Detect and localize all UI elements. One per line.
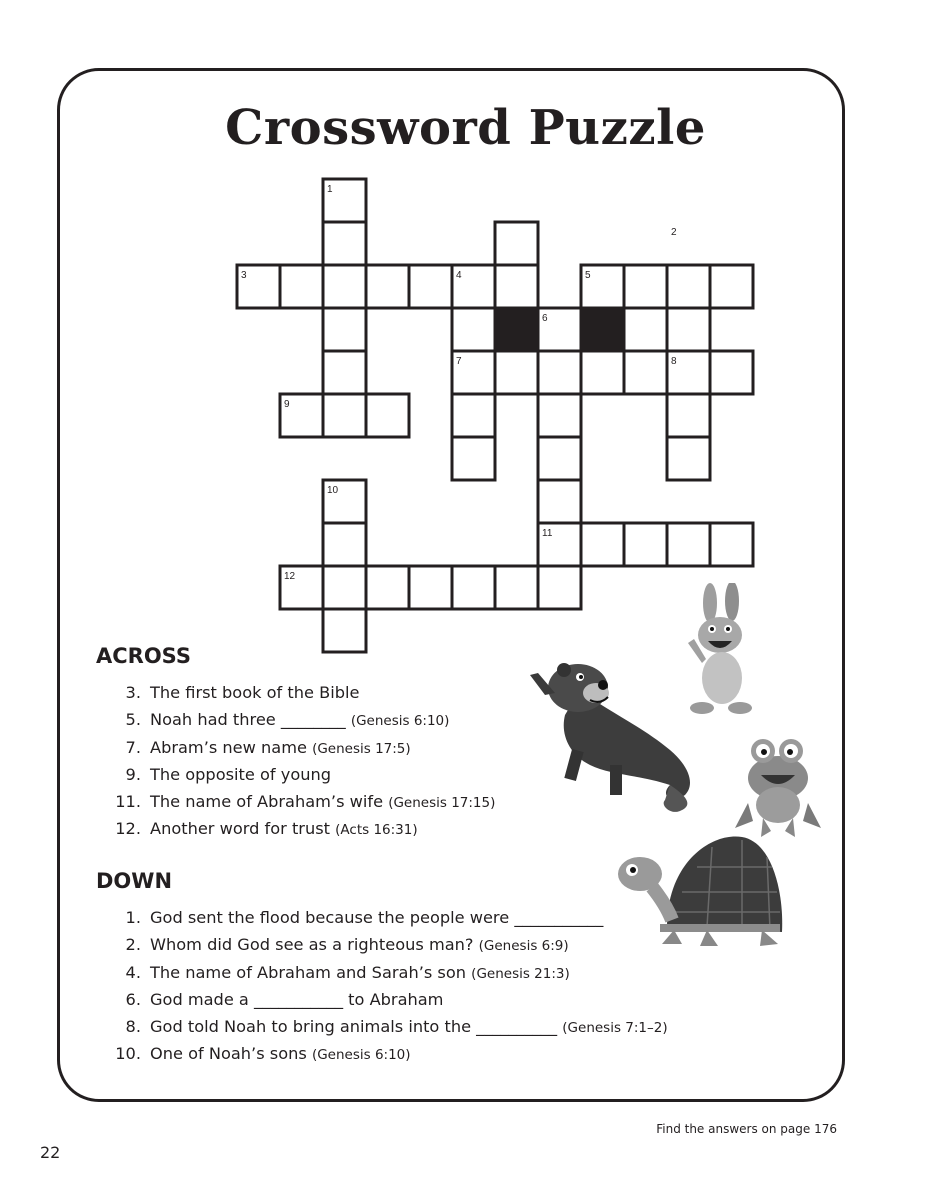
clue-text [150, 904, 603, 931]
clue-reference: (Genesis 6:9) [478, 938, 569, 955]
cell-number: 9 [284, 399, 290, 410]
crossword-cell[interactable] [624, 351, 667, 394]
crossword-cell[interactable] [538, 523, 581, 566]
crossword-cell[interactable] [237, 265, 280, 308]
crossword-cell[interactable] [452, 308, 495, 351]
frog-illustration [733, 733, 823, 838]
crossword-cell[interactable] [323, 265, 366, 308]
down-clue [96, 1040, 656, 1067]
crossword-cell[interactable] [667, 437, 710, 480]
clue-reference: (Genesis 7:1–2) [562, 1020, 668, 1037]
clue-reference: (Genesis 17:15) [388, 795, 496, 812]
down-clue-list [96, 904, 668, 1068]
crossword-cell[interactable] [323, 609, 366, 652]
crossword-cell[interactable] [624, 523, 667, 566]
crossword-cell[interactable] [452, 437, 495, 480]
crossword-cell[interactable] [495, 566, 538, 609]
cell-number: 1 [327, 184, 333, 195]
clue-body: The name of Abraham and Sarah’s son [150, 962, 472, 982]
clue-number: 12. [115, 819, 141, 839]
down-clue [96, 1013, 668, 1040]
cell-number: 2 [671, 227, 677, 238]
cell-number: 6 [542, 313, 548, 324]
across-heading: ACROSS [96, 644, 191, 668]
clue-text [150, 679, 359, 706]
clue-reference: (Acts 16:31) [335, 822, 418, 839]
crossword-cell[interactable] [495, 265, 538, 308]
crossword-cell[interactable] [495, 351, 538, 394]
clue-reference: (Genesis 21:3) [471, 965, 570, 982]
crossword-cell[interactable] [452, 265, 495, 308]
crossword-cell[interactable] [323, 480, 366, 523]
clue-text [150, 761, 331, 788]
cell-number: 5 [585, 270, 591, 281]
crossword-cell[interactable] [667, 351, 710, 394]
crossword-cell[interactable] [581, 523, 624, 566]
clue-number: 2. [125, 935, 141, 955]
clue-number: 4. [125, 962, 141, 982]
clue-body: God told Noah to bring animals into the __________ [150, 1017, 563, 1037]
crossword-cell[interactable] [667, 523, 710, 566]
crossword-cell[interactable] [538, 351, 581, 394]
clue-text [150, 959, 570, 988]
clue-reference: (Genesis 6:10) [311, 1047, 411, 1064]
crossword-cell[interactable] [538, 566, 581, 609]
crossword-cell[interactable] [667, 308, 710, 351]
crossword-cell[interactable] [581, 265, 624, 308]
turtle-illustration [612, 832, 787, 950]
clue-text [150, 931, 569, 960]
crossword-cell[interactable] [538, 437, 581, 480]
clue-body: Another word for trust [150, 819, 336, 839]
crossword-cell[interactable] [323, 394, 366, 437]
crossword-cell[interactable] [452, 351, 495, 394]
crossword-cell[interactable] [710, 265, 753, 308]
clue-body: Abram’s new name [150, 737, 313, 757]
clue-text [150, 734, 411, 763]
crossword-cell[interactable] [323, 222, 366, 265]
clue-number: 5. [125, 710, 141, 730]
clue-number: 7. [125, 737, 141, 757]
cell-number: 7 [456, 356, 462, 367]
crossword-cell[interactable] [280, 265, 323, 308]
clue-body: The first book of the Bible [150, 683, 360, 702]
cell-number: 10 [327, 485, 339, 496]
cell-number: 12 [284, 571, 296, 582]
crossword-cell[interactable] [323, 179, 366, 222]
clue-number: 9. [125, 764, 141, 784]
crossword-cell[interactable] [538, 394, 581, 437]
cell-number: 3 [241, 270, 247, 281]
clue-body: Whom did God see as a righteous man? [150, 935, 479, 955]
crossword-cell[interactable] [280, 566, 323, 609]
crossword-cell[interactable] [538, 480, 581, 523]
clue-number: 3. [125, 683, 141, 702]
clue-text [150, 815, 418, 844]
clue-text [150, 706, 449, 735]
clue-body: The opposite of young [150, 764, 332, 784]
crossword-cell[interactable] [495, 222, 538, 265]
cell-number: 4 [456, 270, 462, 281]
clue-number: 6. [125, 989, 141, 1009]
crossword-cell[interactable] [323, 308, 366, 351]
down-clue [96, 986, 656, 1013]
clue-number: 1. [125, 908, 141, 927]
crossword-cell[interactable] [280, 394, 323, 437]
crossword-cell[interactable] [409, 566, 452, 609]
crossword-cell[interactable] [452, 394, 495, 437]
crossword-cell[interactable] [667, 265, 710, 308]
page-number: 22 [40, 1143, 61, 1162]
clue-text [150, 1040, 411, 1069]
crossword-cell[interactable] [366, 265, 409, 308]
clue-body: Noah had three ________ [150, 710, 351, 730]
crossword-cell[interactable] [323, 566, 366, 609]
crossword-cell[interactable] [323, 523, 366, 566]
cell-number: 11 [542, 528, 553, 539]
crossword-cell[interactable] [409, 265, 452, 308]
clue-number: 10. [115, 1044, 141, 1064]
crossword-cell[interactable] [452, 566, 495, 609]
crossword-cell[interactable] [323, 351, 366, 394]
clue-body: One of Noah’s sons [150, 1044, 312, 1064]
down-clue [96, 904, 656, 931]
clue-text [150, 986, 443, 1013]
crossword-cell[interactable] [710, 351, 753, 394]
down-clue [96, 931, 656, 958]
down-heading: DOWN [96, 869, 173, 893]
clue-number: 11. [115, 792, 141, 812]
crossword-cell[interactable] [366, 566, 409, 609]
clue-reference: (Genesis 17:5) [312, 740, 411, 757]
crossword-cell[interactable] [538, 308, 581, 351]
clue-body: God made a ___________ to Abraham [150, 989, 444, 1009]
down-clue [96, 959, 656, 986]
clue-body: The name of Abraham’s wife [150, 792, 389, 812]
crossword-cell[interactable] [624, 265, 667, 308]
answers-note: Find the answers on page 176 [656, 1122, 837, 1136]
crossword-cell[interactable] [581, 351, 624, 394]
crossword-cell[interactable] [366, 394, 409, 437]
cell-number: 8 [671, 356, 677, 367]
page-title: Crossword Puzzle [225, 100, 706, 156]
clue-text [150, 788, 495, 817]
clue-reference: (Genesis 6:10) [350, 713, 450, 730]
rabbit-illustration [680, 583, 760, 718]
clue-text [150, 1013, 668, 1042]
crossword-cell[interactable] [710, 523, 753, 566]
clue-body: God sent the flood because the people were ___________ [150, 908, 604, 927]
clue-number: 8. [125, 1017, 141, 1037]
crossword-cell[interactable] [667, 394, 710, 437]
